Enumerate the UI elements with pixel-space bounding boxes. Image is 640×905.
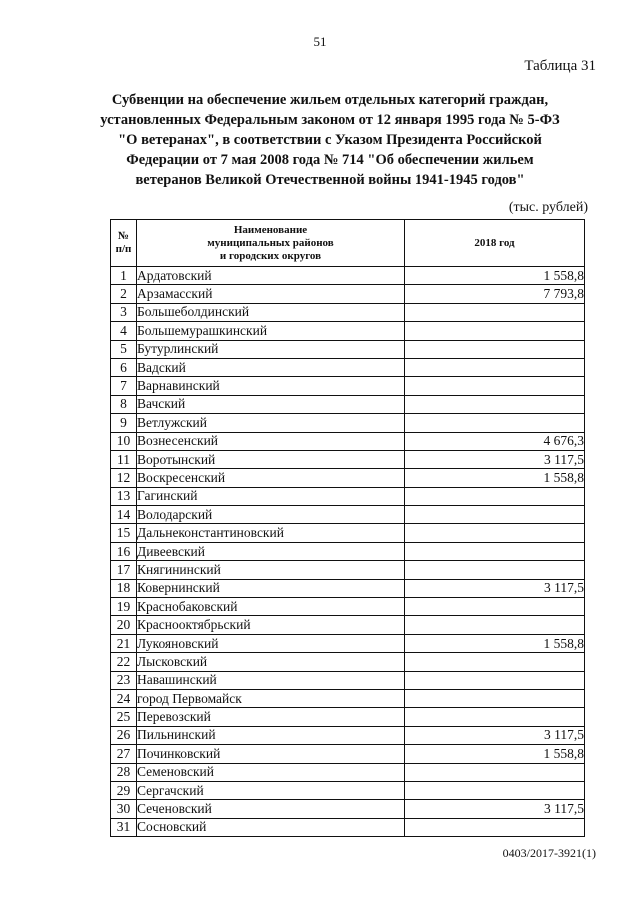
- row-name: Ковернинский: [137, 579, 405, 597]
- table-row: [111, 598, 585, 616]
- row-name: Краснооктябрьский: [137, 616, 405, 634]
- row-name: Лысковский: [137, 653, 405, 671]
- row-number: 8: [111, 395, 137, 413]
- row-number: 31: [111, 818, 137, 836]
- row-number: 30: [111, 800, 137, 818]
- row-name: город Первомайск: [137, 689, 405, 707]
- header-name: Наименование муниципальных районов и городских округов: [137, 220, 405, 267]
- row-number: 5: [111, 340, 137, 358]
- table-row: [111, 432, 585, 450]
- row-number: 20: [111, 616, 137, 634]
- row-number: 4: [111, 322, 137, 340]
- row-number: 13: [111, 487, 137, 505]
- title-line: "О ветеранах", в соответствии с Указом Президента Российской: [118, 132, 542, 148]
- row-number: 29: [111, 781, 137, 799]
- row-number: 9: [111, 414, 137, 432]
- row-name: Лукояновский: [137, 634, 405, 652]
- row-number: 27: [111, 745, 137, 763]
- row-value: [405, 708, 585, 726]
- row-number: 22: [111, 653, 137, 671]
- row-value: [405, 414, 585, 432]
- units-label: (тыс. рублей): [508, 200, 588, 215]
- row-value: [405, 303, 585, 321]
- row-number: 23: [111, 671, 137, 689]
- row-value: [405, 561, 585, 579]
- row-value: [405, 616, 585, 634]
- row-value: 3 117,5: [405, 800, 585, 818]
- row-name: Ветлужский: [137, 414, 405, 432]
- table-row: [111, 818, 585, 836]
- row-value: [405, 377, 585, 395]
- row-value: [405, 653, 585, 671]
- row-value: [405, 671, 585, 689]
- table-row: [111, 267, 585, 285]
- table-row: [111, 395, 585, 413]
- table-row: [111, 487, 585, 505]
- row-name: Воскресенский: [137, 469, 405, 487]
- table-row: [111, 542, 585, 560]
- row-value: 3 117,5: [405, 579, 585, 597]
- row-value: 1 558,8: [405, 745, 585, 763]
- document-title: [95, 90, 565, 190]
- table-label: Таблица 31: [524, 58, 596, 74]
- table-row: [111, 358, 585, 376]
- table-row: [111, 689, 585, 707]
- table-row: [111, 285, 585, 303]
- table-row: [111, 340, 585, 358]
- table-row: [111, 671, 585, 689]
- row-name: Гагинский: [137, 487, 405, 505]
- row-name: Ардатовский: [137, 267, 405, 285]
- row-number: 19: [111, 598, 137, 616]
- row-value: [405, 358, 585, 376]
- table-row: [111, 726, 585, 744]
- row-name: Сосновский: [137, 818, 405, 836]
- row-number: 7: [111, 377, 137, 395]
- row-name: Варнавинский: [137, 377, 405, 395]
- row-value: 1 558,8: [405, 634, 585, 652]
- title-line: Федерации от 7 мая 2008 года № 714 "Об обеспечении жильем: [126, 152, 534, 168]
- row-name: Большемурашкинский: [137, 322, 405, 340]
- row-number: 1: [111, 267, 137, 285]
- row-name: Пильнинский: [137, 726, 405, 744]
- row-value: [405, 598, 585, 616]
- row-number: 18: [111, 579, 137, 597]
- row-name: Володарский: [137, 506, 405, 524]
- table-row: [111, 634, 585, 652]
- table-header-row: [111, 220, 585, 267]
- row-number: 6: [111, 358, 137, 376]
- row-number: 15: [111, 524, 137, 542]
- row-name: Дальнеконстантиновский: [137, 524, 405, 542]
- row-value: 7 793,8: [405, 285, 585, 303]
- row-value: 4 676,3: [405, 432, 585, 450]
- row-value: [405, 487, 585, 505]
- row-value: [405, 689, 585, 707]
- row-number: 12: [111, 469, 137, 487]
- row-number: 3: [111, 303, 137, 321]
- row-name: Бутурлинский: [137, 340, 405, 358]
- row-name: Перевозский: [137, 708, 405, 726]
- header-num: № п/п: [111, 220, 137, 267]
- row-name: Починковский: [137, 745, 405, 763]
- table-row: [111, 377, 585, 395]
- row-number: 26: [111, 726, 137, 744]
- title-line: установленных Федеральным законом от 12 января 1995 года № 5-ФЗ: [100, 112, 560, 128]
- row-value: [405, 322, 585, 340]
- row-name: Вадский: [137, 358, 405, 376]
- row-name: Краснобаковский: [137, 598, 405, 616]
- row-value: 3 117,5: [405, 726, 585, 744]
- row-number: 25: [111, 708, 137, 726]
- table-row: [111, 450, 585, 468]
- page-number: 51: [313, 34, 327, 49]
- row-name: Арзамасский: [137, 285, 405, 303]
- row-name: Вознесенский: [137, 432, 405, 450]
- row-name: Семеновский: [137, 763, 405, 781]
- header-year: 2018 год: [405, 220, 585, 267]
- table-row: [111, 524, 585, 542]
- subvention-table: [110, 219, 585, 837]
- table-row: [111, 303, 585, 321]
- row-value: [405, 763, 585, 781]
- table-body: [111, 267, 585, 837]
- table-row: [111, 579, 585, 597]
- table-row: [111, 763, 585, 781]
- row-number: 10: [111, 432, 137, 450]
- row-value: [405, 395, 585, 413]
- table-row: [111, 414, 585, 432]
- title-line: ветеранов Великой Отечественной войны 1941-1945 годов": [135, 172, 525, 188]
- row-name: Вачский: [137, 395, 405, 413]
- table-row: [111, 616, 585, 634]
- title-line: Субвенции на обеспечение жильем отдельных категорий граждан,: [111, 92, 549, 108]
- row-name: Сергачский: [137, 781, 405, 799]
- table-row: [111, 745, 585, 763]
- row-number: 24: [111, 689, 137, 707]
- row-number: 21: [111, 634, 137, 652]
- table-row: [111, 708, 585, 726]
- row-value: [405, 506, 585, 524]
- row-name: Дивеевский: [137, 542, 405, 560]
- table-row: [111, 800, 585, 818]
- row-name: Сеченовский: [137, 800, 405, 818]
- row-number: 17: [111, 561, 137, 579]
- row-number: 16: [111, 542, 137, 560]
- table-row: [111, 322, 585, 340]
- row-name: Большеболдинский: [137, 303, 405, 321]
- row-value: 3 117,5: [405, 450, 585, 468]
- row-value: [405, 524, 585, 542]
- row-number: 28: [111, 763, 137, 781]
- row-number: 14: [111, 506, 137, 524]
- row-value: [405, 781, 585, 799]
- table-row: [111, 506, 585, 524]
- table-row: [111, 653, 585, 671]
- table-row: [111, 781, 585, 799]
- row-value: [405, 340, 585, 358]
- row-name: Воротынский: [137, 450, 405, 468]
- row-value: 1 558,8: [405, 267, 585, 285]
- row-name: Княгининский: [137, 561, 405, 579]
- row-value: [405, 542, 585, 560]
- row-value: 1 558,8: [405, 469, 585, 487]
- row-number: 2: [111, 285, 137, 303]
- row-value: [405, 818, 585, 836]
- table-row: [111, 469, 585, 487]
- row-name: Навашинский: [137, 671, 405, 689]
- row-number: 11: [111, 450, 137, 468]
- table-row: [111, 561, 585, 579]
- footer-code: 0403/2017-3921(1): [502, 846, 596, 860]
